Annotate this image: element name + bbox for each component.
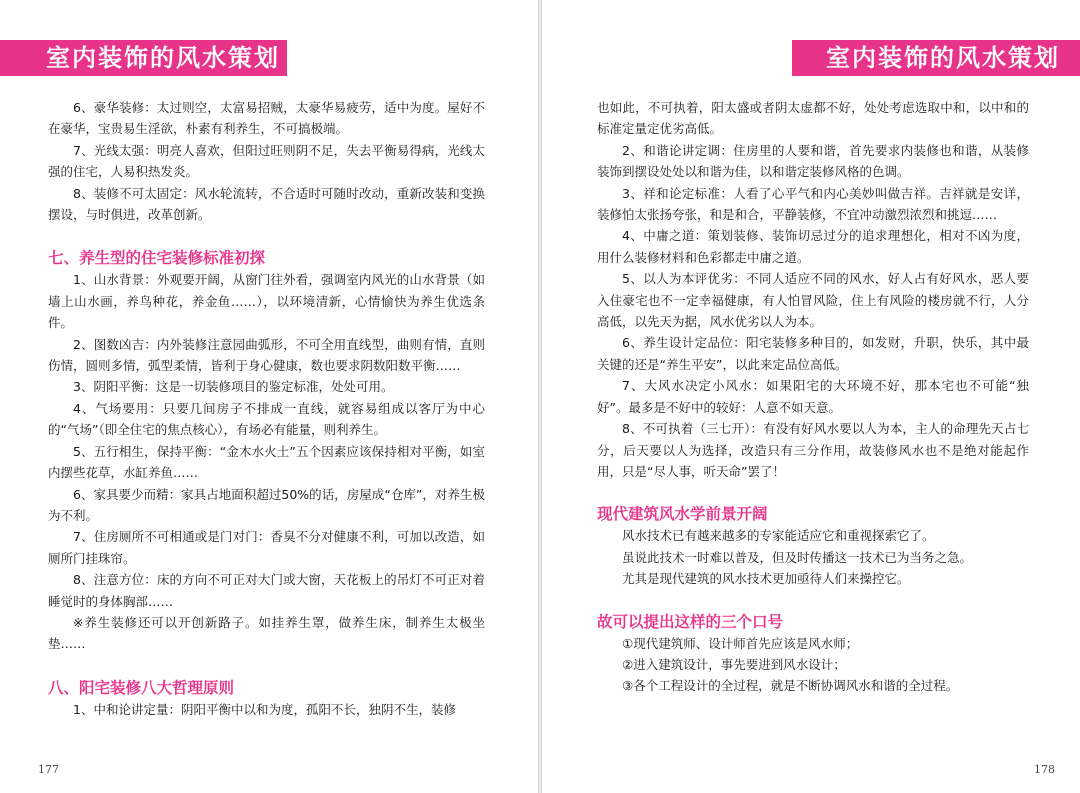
- section-heading-slogans: 故可以提出这样的三个口号: [597, 612, 784, 631]
- paragraph: 4、中庸之道：策划装修、装饰切忌过分的追求理想化，相对不凶为度，用什么装修材料和色彩都走中庸之道。: [597, 228, 1029, 265]
- slogan-item: ①现代建筑师、设计师首先应该是风水师；: [622, 635, 859, 651]
- right-page: [542, 0, 1080, 793]
- left-page: [0, 0, 538, 793]
- paragraph: 8、装修不可太固定：风水轮流转，不合适时可随时改动，重新改装和变换摆设，与时俱进，改革创新。: [48, 185, 485, 223]
- paragraph: 虽说此技术一时难以普及，但及时传播这一技术已为当务之急。: [622, 549, 973, 565]
- right-header-title: 室内装饰的风水策划: [792, 40, 1080, 76]
- slogan-item: ③各个工程设计的全过程，就是不断协调风水和谐的全过程。: [622, 678, 959, 694]
- paragraph-note: ※养生装修还可以开创新路子。如挂养生罩，做养生床，制养生太极坐垫……: [48, 614, 485, 652]
- paragraph: 2、图数凶吉：内外装修注意园曲弧形，不可全用直线型，曲则有情，直则伤情，圆则多情，弧型柔情，皆利于身心健康，数也要求阴数阳数平衡……: [48, 336, 485, 374]
- paragraph: 8、注意方位：床的方向不可正对大门或大窗，天花板上的吊灯不可正对着睡觉时的身体胸部……: [48, 572, 485, 609]
- section-heading-7: 七、养生型的住宅装修标准初探: [48, 249, 266, 268]
- left-header-title: 室内装饰的风水策划: [0, 40, 287, 76]
- paragraph: 6、养生设计定品位：阳宅装修多种目的，如发财，升职，快乐，其中最关键的还是“养生平安”，以此来定品位高低。: [597, 335, 1029, 372]
- paragraph: 6、豪华装修：太过则空，太富易招贼，太豪华易疲劳，适中为度。屋好不在豪华，宝贵易生淫欲，朴素有利养生，不可搞极端。: [48, 100, 485, 137]
- paragraph: 2、和谐论讲定调：住房里的人要和谐，首先要求内装修也和谐，从装修装饰到摆设处处以和谐为佳，以和谐定装修风格的色调。: [597, 142, 1029, 180]
- left-page-content: [48, 97, 485, 720]
- paragraph: 7、大风水决定小风水：如果阳宅的大环境不好，那本宅也不可能“独好”。最多是不好中的较好：人意不如天意。: [597, 378, 1029, 415]
- paragraph: 7、光线太强：明亮人喜欢，但阳过旺则阴不足，失去平衡易得病，光线太强的住宅，人易积热发炎。: [48, 142, 485, 180]
- page-number: 177: [38, 763, 59, 776]
- paragraph: 3、阴阳平衡：这是一切装修项目的鉴定标准，处处可用。: [73, 379, 394, 395]
- paragraph: 5、五行相生，保持平衡：“金木水火土”五个因素应该保持相对平衡，如室内摆些花草，水缸养鱼……: [48, 443, 485, 481]
- section-heading-modern: 现代建筑风水学前景开阔: [597, 505, 768, 524]
- paragraph: 4、气场要用：只要几间房子不排成一直线，就容易组成以客厅为中心的“气场”（即全住宅的焦点核心），有场必有能量，则利养生。: [48, 400, 485, 438]
- paragraph: 5、以人为本评优劣：不同人适应不同的风水，好人占有好风水，恶人要入住豪宅也不一定幸福健康，有人怕冒风险，住上有风险的楼房就不行，人分高低，以先天为据，风水优劣以人为本。: [597, 271, 1029, 330]
- paragraph: 3、祥和论定标准：人看了心平气和内心美妙叫做吉祥。吉祥就是安详，装修怕太张扬夸张，和是和合，平静装修，不宜冲动激烈浓烈和挑逗……: [597, 185, 1029, 223]
- right-page-content: [597, 97, 1029, 697]
- paragraph: 尤其是现代建筑的风水技术更加亟待人们来操控它。: [622, 571, 910, 587]
- slogan-item: ②进入建筑设计，事先要进到风水设计；: [622, 656, 846, 672]
- paragraph: 风水技术已有越来越多的专家能适应它和重视探索它了。: [622, 528, 935, 544]
- paragraph-continued: 也如此，不可执着，阳太盛或者阴太虚都不好，处处考虑选取中和，以中和的标准定量定优劣高低。: [597, 100, 1029, 137]
- paragraph: 1、山水背景：外观要开阔，从窗门往外看，强调室内风光的山水背景（如墙上山水画，养鸟种花，养金鱼……），以环境清新，心情愉快为养生优选条件。: [48, 272, 485, 331]
- page-number: 178: [1034, 763, 1055, 776]
- paragraph: 7、住房厕所不可相通或是门对门：香臭不分对健康不利，可加以改造，如厕所门挂珠帘。: [48, 529, 485, 566]
- paragraph: 6、家具要少而精：家具占地面积超过50%的话，房屋成“仓库”，对养生极为不利。: [48, 486, 485, 523]
- section-heading-8: 八、阳宅装修八大哲理原则: [48, 678, 235, 697]
- paragraph: 1、中和论讲定量：阴阳平衡中以和为度，孤阳不长，独阴不生，装修: [73, 701, 456, 717]
- paragraph: 8、不可执着（三七开）：有没有好风水要以人为本，主人的命理先天占七分，后天要以人为选择，改造只有三分作用，故装修风水也不是绝对能起作用，只是“尽人事，听天命”罢了！: [597, 421, 1029, 479]
